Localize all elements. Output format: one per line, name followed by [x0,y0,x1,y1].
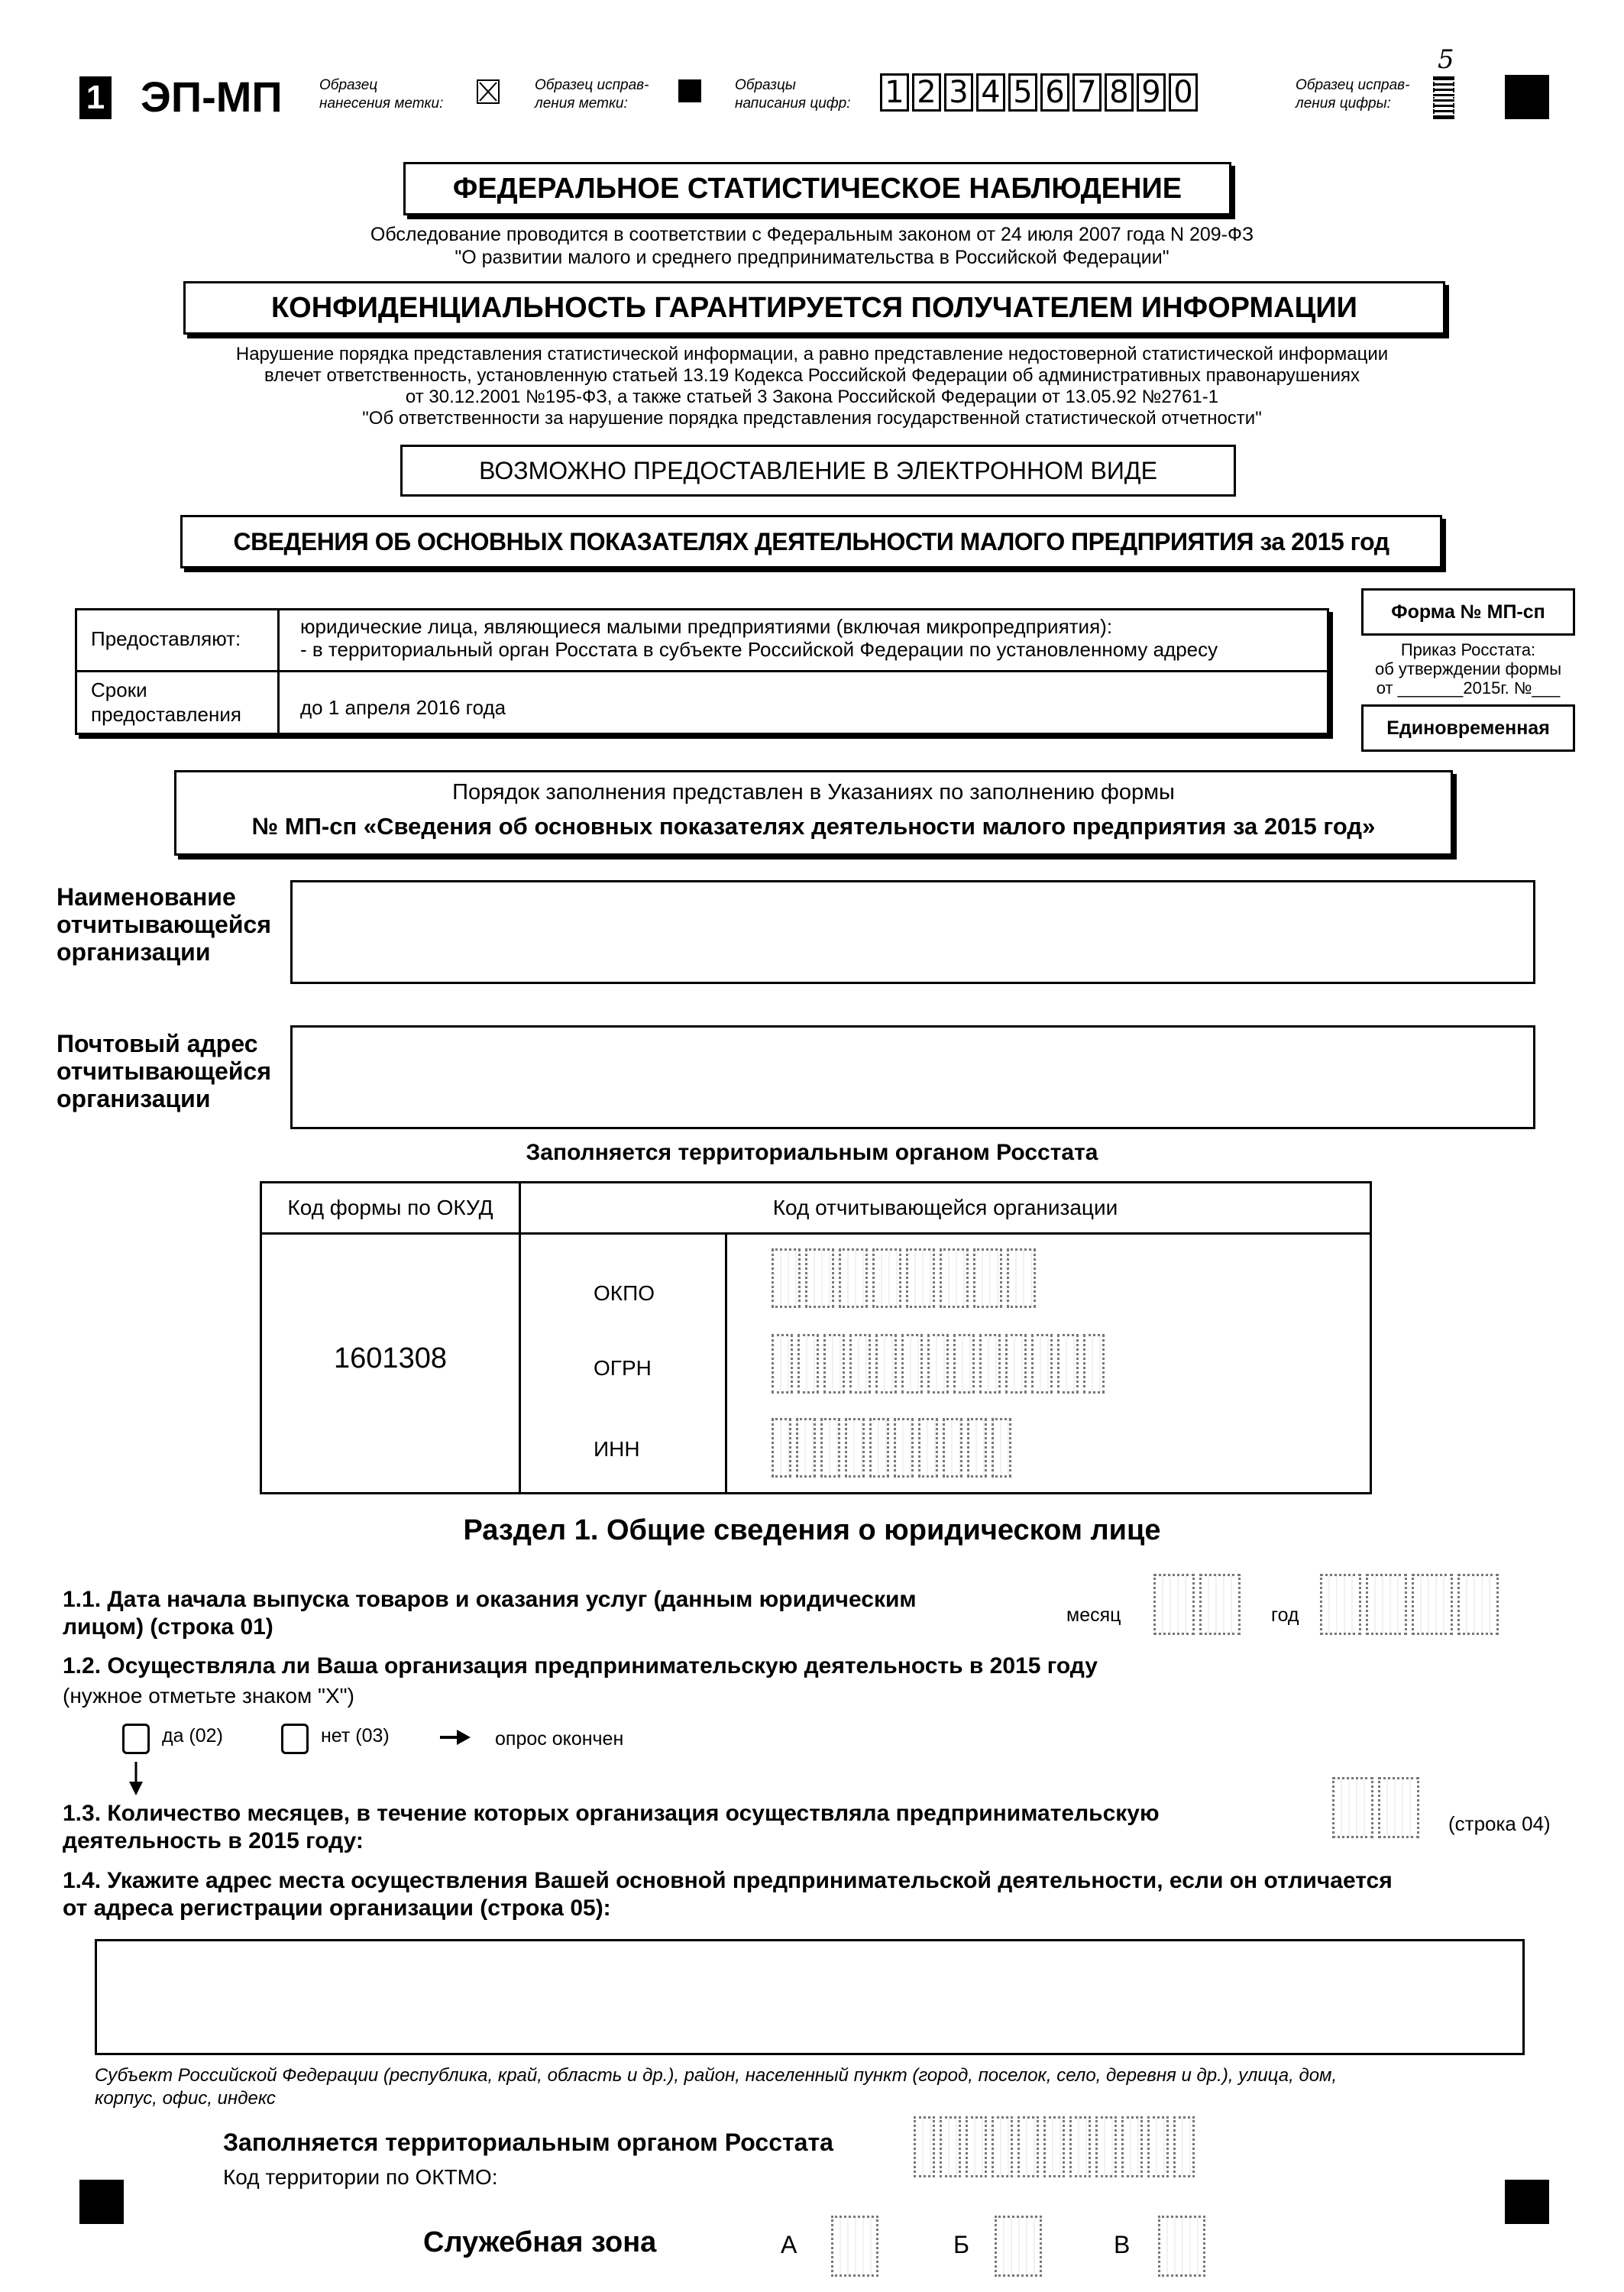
service-zone-b-label: Б [953,2231,969,2258]
digit-cell[interactable] [927,1334,949,1394]
terms-label-line-2: предоставления [91,703,241,726]
provide-text-line-2: - в территориальный орган Росстата в субъекте Российской Федерации по установленному адресу [300,638,1218,661]
org-code-header: Код отчитывающейся организации [772,1196,1118,1219]
federal-observation-box [403,162,1231,215]
digit-cell[interactable] [1457,1574,1499,1635]
sample-digit: 3 [944,73,973,112]
q1-1-line-1: 1.1. Дата начала выпуска товаров и оказания услуг (данным юридическим [63,1587,917,1612]
order-line-2: об утверждении формы [1374,659,1562,678]
rosstat-fill-label: Заполняется территориальным органом Росстата [223,2129,833,2156]
digit-cell[interactable] [849,1334,871,1394]
sample-digit: 5 [1008,73,1037,112]
sample-digit: 6 [1040,73,1069,112]
digit-cell[interactable] [1031,1334,1053,1394]
digit-cell[interactable] [1378,1777,1419,1838]
no-label: нет (03) [321,1725,390,1747]
digit-cell[interactable] [1057,1334,1079,1394]
federal-observation-title: ФЕДЕРАЛЬНОЕ СТАТИСТИЧЕСКОЕ НАБЛЮДЕНИЕ [452,173,1182,205]
sample-mark-icon [477,79,500,104]
digit-cell[interactable] [995,2216,1042,2277]
correction-digit: 5 [1438,44,1454,75]
sample-digit: 4 [976,73,1005,112]
inn-cells[interactable] [772,1418,1016,1478]
law-line-2: "О развитии малого и среднего предпринимательства в Российской Федерации" [455,247,1169,268]
digit-cell[interactable] [953,1334,975,1394]
q1-4-line-1: 1.4. Укажите адрес места осуществления Вашей основной предпринимательской деятельности, если он отличается [63,1868,1393,1893]
report-title-box [180,515,1442,568]
okud-value: 1601308 [334,1342,447,1374]
year-label: год [1271,1604,1299,1626]
instructions-line-2: № МП-сп «Сведения об основных показателях деятельности малого предприятия за 2015 год» [251,813,1376,840]
sample-mark-label: Образец нанесения метки: [319,77,444,112]
yes-label: да (02) [162,1725,223,1747]
corrected-mark-icon [678,79,701,102]
digit-cell[interactable] [839,1248,868,1308]
sample-correction-label: Образец исправ- ления метки: [535,77,649,112]
digit-cell[interactable] [1332,1777,1373,1838]
frequency-text: Единовременная [1386,717,1550,739]
registration-mark-bottom-left [79,2180,124,2224]
service-zone-label: Служебная зона [423,2226,657,2258]
form-number: Форма № МП-сп [1391,601,1545,623]
inn-label: ИНН [594,1437,640,1461]
digit-cell[interactable] [1069,2116,1091,2177]
terms-label-line-1: Сроки [91,678,147,701]
month-cells[interactable] [1153,1574,1245,1635]
provide-text [300,615,1218,661]
digit-cell[interactable] [1095,2116,1117,2177]
digit-cell[interactable] [869,1418,889,1478]
digit-cell[interactable] [872,1248,901,1308]
registration-mark-bottom-right [1505,2180,1549,2224]
oktmo-label: Код территории по ОКТМО: [223,2165,498,2189]
business-address-field[interactable] [95,1939,1525,2055]
violation-notice [0,344,1624,429]
digit-cell[interactable] [940,2116,961,2177]
form-number-box [1361,588,1575,636]
submitters-table [75,608,1329,735]
digit-cell[interactable] [914,2116,935,2177]
digit-cell[interactable] [797,1334,819,1394]
q1-2: 1.2. Осуществляла ли Ваша организация предпринимательскую деятельность в 2015 году [63,1653,1098,1679]
sample-digit: 8 [1105,73,1134,112]
digit-cell[interactable] [1173,2116,1195,2177]
okpo-cells[interactable] [772,1248,1040,1308]
oktmo-cells[interactable] [914,2116,1199,2177]
service-zone-v-label: В [1114,2231,1131,2258]
digit-cell[interactable] [992,1418,1011,1478]
sample-digit: 9 [1137,73,1166,112]
order-line-3: от _______2015г. №___ [1376,678,1561,698]
digit-cell[interactable] [805,1248,834,1308]
instructions-line-1: Порядок заполнения представлен в Указаниях по заполнению формы [452,780,1175,804]
digit-cell[interactable] [943,1418,962,1478]
form-code: ЭП-МП [141,73,283,121]
service-zone-a-cell[interactable] [831,2216,883,2277]
service-zone-b-cell[interactable] [995,2216,1047,2277]
arrow-right-icon [438,1728,472,1750]
digit-cell[interactable] [1083,1334,1105,1394]
digit-cell[interactable] [823,1334,845,1394]
digit-cell[interactable] [1320,1574,1361,1635]
sample-digits [880,73,1201,112]
arrow-down-icon [127,1762,145,1801]
yes-checkbox[interactable] [122,1724,150,1754]
q1-3 [63,1800,1160,1855]
digit-cell[interactable] [1121,2116,1143,2177]
survey-end-label: опрос окончен [495,1728,624,1750]
q1-2-hint: (нужное отметьте знаком "X") [63,1684,354,1708]
violation-line-1: Нарушение порядка представления статистической информации, а равно представление недостоверной статистической информации [235,344,1389,364]
digit-cell[interactable] [967,1418,987,1478]
digit-cell[interactable] [1158,2216,1205,2277]
no-checkbox[interactable] [281,1724,309,1754]
digit-cell[interactable] [1199,1574,1241,1635]
instructions-box [174,770,1453,856]
report-title: СВЕДЕНИЯ ОБ ОСНОВНЫХ ПОКАЗАТЕЛЯХ ДЕЯТЕЛЬНОСТИ МАЛОГО ПРЕДПРИЯТИЯ за 2015 год [233,528,1389,555]
digit-cell[interactable] [845,1418,865,1478]
digit-cell[interactable] [894,1418,914,1478]
registration-mark-top-right [1505,75,1549,119]
digit-cell[interactable] [901,1334,923,1394]
violation-line-4: "Об ответственности за нарушение порядка представления государственной статистической отчетности" [362,408,1262,429]
org-name-field[interactable] [290,880,1535,984]
law-line-1: Обследование проводится в соответствии с Федеральным законом от 24 июля 2007 года N 209-ФЗ [370,224,1254,245]
digit-cell[interactable] [1017,2116,1039,2177]
page-number: 1 [86,79,105,116]
digit-cell[interactable] [772,1248,801,1308]
q1-3-line-2: деятельность в 2015 году: [63,1828,364,1853]
provide-label: Предоставляют: [91,627,241,650]
confidentiality-box [183,281,1445,335]
digit-cell[interactable] [966,2116,987,2177]
digit-cell[interactable] [1043,2116,1065,2177]
ogrn-label: ОГРН [594,1356,652,1380]
digit-cell[interactable] [772,1334,793,1394]
sample-digit: 1 [880,73,909,112]
order-line-1: Приказ Росстата: [1400,640,1536,659]
okud-header: Код формы по ОКУД [287,1196,493,1219]
section1-title: Раздел 1. Общие сведения о юридическом лице [463,1514,1161,1546]
q1-4 [63,1867,1393,1922]
okpo-label: ОКПО [594,1281,655,1305]
frequency-box [1361,704,1575,752]
terms-text: до 1 апреля 2016 года [300,696,506,719]
q1-1 [63,1586,917,1641]
digit-cell[interactable] [906,1248,935,1308]
provide-text-line-1: юридические лица, являющиеся малыми предприятиями (включая микропредприятия): [300,615,1113,638]
q1-3-line-1: 1.3. Количество месяцев, в течение которых организация осуществляла предпринимательскую [63,1801,1160,1826]
digit-cell[interactable] [918,1418,938,1478]
digit-cell[interactable] [820,1418,840,1478]
violation-line-2: влечет ответственность, установленную статьей 13.19 Кодекса Российской Федерации об административных правонарушениях [264,365,1360,386]
order-info [1352,640,1584,698]
month-label: месяц [1066,1604,1121,1626]
address-hint [95,2064,1337,2110]
address-hint-line-2: корпус, офис, индекс [95,2088,276,2109]
digit-cell[interactable] [1147,2116,1169,2177]
digit-cell[interactable] [979,1334,1001,1394]
digit-cell[interactable] [875,1334,897,1394]
address-hint-line-1: Субъект Российской Федерации (республика, край, область и др.), район, населенный пункт (город, поселок, село, деревня и др.), улица, дом, [95,2065,1338,2086]
electronic-box [400,445,1236,497]
digit-cell[interactable] [1153,1574,1195,1635]
org-address-label: Почтовый адрес отчитывающейся организации [57,1030,271,1112]
corrected-digit-icon [1433,76,1454,119]
digit-cell[interactable] [1412,1574,1453,1635]
service-zone-v-cell[interactable] [1158,2216,1210,2277]
confidentiality-title: КОНФИДЕНЦИАЛЬНОСТЬ ГАРАНТИРУЕТСЯ ПОЛУЧАТЕЛЕМ ИНФОРМАЦИИ [270,292,1357,324]
digit-cell[interactable] [973,1248,1002,1308]
org-name-label: Наименование отчитывающейся организации [57,883,271,966]
sample-digits-label: Образцы написания цифр: [735,77,851,112]
ogrn-cells[interactable] [772,1334,1109,1394]
digit-cell[interactable] [1007,1248,1036,1308]
org-address-field[interactable] [290,1025,1535,1129]
digit-cell[interactable] [796,1418,816,1478]
digit-cell[interactable] [772,1418,791,1478]
electronic-text: ВОЗМОЖНО ПРЕДОСТАВЛЕНИЕ В ЭЛЕКТРОННОМ ВИДЕ [479,457,1157,484]
codes-caption: Заполняется территориальным органом Росстата [526,1140,1098,1165]
sample-digit-correction-label: Образец исправ- ления цифры: [1296,77,1410,112]
q1-4-line-2: от адреса регистрации организации (строка 05): [63,1895,611,1921]
year-cells[interactable] [1320,1574,1503,1635]
sample-digit: 2 [912,73,941,112]
sample-digit: 0 [1169,73,1198,112]
service-zone-a-label: А [781,2231,797,2258]
digit-cell[interactable] [831,2216,878,2277]
law-reference [0,223,1624,269]
digit-cell[interactable] [1005,1334,1027,1394]
digit-cell[interactable] [992,2116,1013,2177]
sample-digit: 7 [1072,73,1102,112]
months-count-cells[interactable] [1332,1777,1424,1838]
digit-cell[interactable] [1366,1574,1407,1635]
terms-label [91,678,241,727]
violation-line-3: от 30.12.2001 №195-ФЗ, а также статьей 3 Закона Российской Федерации от 13.05.92 №2761-1 [405,387,1219,407]
q1-1-line-2: лицом) (строка 01) [63,1614,273,1640]
line-04-label: (строка 04) [1448,1812,1551,1835]
digit-cell[interactable] [940,1248,969,1308]
